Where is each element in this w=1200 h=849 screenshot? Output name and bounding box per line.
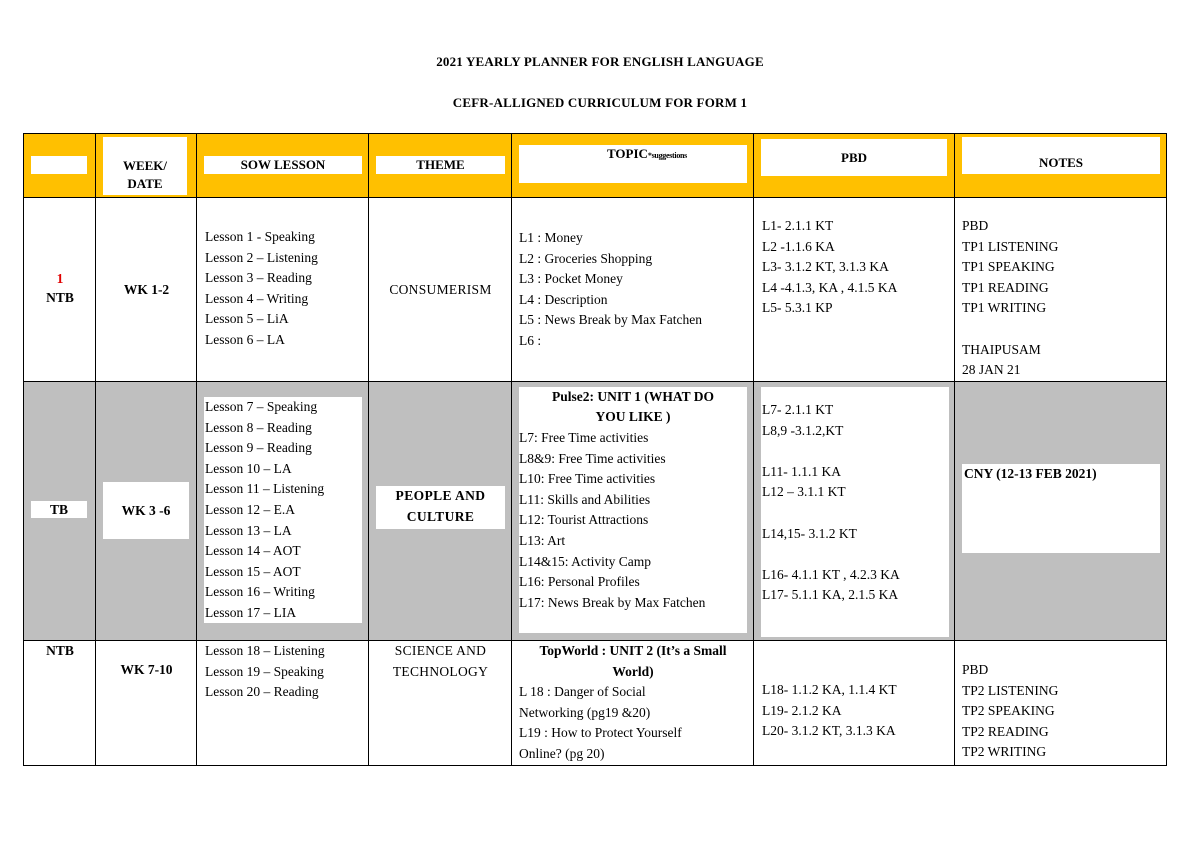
row3-theme-line1: SCIENCE AND bbox=[394, 643, 487, 658]
header-week bbox=[103, 137, 187, 195]
lesson-item: Lesson 5 – LiA bbox=[205, 311, 289, 327]
topic-item: L14&15: Activity Camp bbox=[519, 553, 651, 569]
pbd-item: L3- 3.1.2 KT, 3.1.3 KA bbox=[762, 259, 889, 275]
pbd-item: L2 -1.1.6 KA bbox=[762, 238, 835, 254]
row2-type: TB bbox=[31, 501, 87, 518]
topic-item: L5 : News Break by Max Fatchen bbox=[519, 312, 702, 328]
note-item bbox=[962, 319, 1058, 340]
pbd-item bbox=[762, 503, 900, 524]
row3-theme-cell bbox=[369, 641, 512, 766]
header-cell-notes bbox=[955, 134, 1167, 198]
lesson-item: Lesson 11 – Listening bbox=[205, 481, 325, 497]
pbd-item: L7- 2.1.1 KT bbox=[762, 402, 834, 417]
lesson-item: Lesson 10 – LA bbox=[205, 460, 292, 476]
pbd-item: L1- 2.1.1 KT bbox=[762, 218, 834, 233]
document-title: 2021 YEARLY PLANNER FOR ENGLISH LANGUAGE bbox=[436, 54, 764, 69]
row3-topic-heading bbox=[512, 641, 754, 682]
topic-item: L 18 : Danger of Social bbox=[519, 684, 646, 699]
row1-pbd bbox=[762, 216, 897, 319]
row2-week-cell bbox=[96, 382, 197, 641]
header-cell-blank bbox=[24, 134, 96, 198]
note-item: TP2 WRITING bbox=[962, 744, 1047, 760]
row1-week-cell bbox=[96, 198, 197, 382]
pbd-item bbox=[762, 544, 900, 565]
row3-type: NTB bbox=[46, 643, 74, 658]
row1-sow-cell bbox=[197, 198, 369, 382]
header-theme: THEME bbox=[376, 156, 505, 174]
note-item: PBD bbox=[962, 218, 989, 233]
pbd-item: L16- 4.1.1 KT , 4.2.3 KA bbox=[762, 566, 900, 582]
row1-theme-cell bbox=[369, 198, 512, 382]
pbd-item: L18- 1.1.2 KA, 1.1.4 KT bbox=[762, 682, 897, 697]
row1-number: 1 bbox=[56, 271, 64, 286]
note-item: TP1 LISTENING bbox=[962, 238, 1059, 254]
pbd-item: L5- 5.3.1 KP bbox=[762, 300, 833, 316]
row3-week-cell bbox=[96, 641, 197, 766]
header-topic-label: TOPIC bbox=[606, 146, 648, 161]
row1-topics bbox=[519, 228, 702, 352]
lesson-item: Lesson 1 - Speaking bbox=[205, 229, 315, 244]
topic-item: L8&9: Free Time activities bbox=[519, 450, 666, 466]
row3-notes-cell bbox=[955, 641, 1167, 766]
row2-topics bbox=[519, 428, 705, 613]
lesson-item: Lesson 15 – AOT bbox=[205, 563, 301, 579]
topic-item: Networking (pg19 &20) bbox=[519, 704, 651, 720]
note-item: TP2 READING bbox=[962, 723, 1049, 739]
row3-topic-heading-line2: World) bbox=[612, 663, 654, 679]
header-cell-topic bbox=[512, 134, 754, 198]
topic-item: L10: Free Time activities bbox=[519, 471, 656, 487]
lesson-item: Lesson 8 – Reading bbox=[205, 419, 312, 435]
row2-lessons bbox=[205, 397, 324, 624]
row2-topic-heading bbox=[519, 387, 747, 427]
header-topic bbox=[519, 145, 747, 183]
row2-note: CNY (12-13 FEB 2021) bbox=[964, 466, 1097, 481]
row1-notes bbox=[962, 216, 1058, 381]
row2-sow-cell bbox=[197, 382, 369, 641]
row3-topics bbox=[519, 682, 682, 764]
row2-theme-line2: CULTURE bbox=[406, 508, 475, 524]
pbd-item: L8,9 -3.1.2,KT bbox=[762, 422, 844, 438]
row2-notes-cell bbox=[955, 382, 1167, 641]
planner-table bbox=[23, 133, 1167, 766]
lesson-item: Lesson 16 – Writing bbox=[205, 584, 315, 600]
row3-notes bbox=[962, 660, 1058, 763]
pbd-item: L17- 5.1.1 KA, 2.1.5 KA bbox=[762, 587, 899, 603]
pbd-item: L4 -4.1.3, KA , 4.1.5 KA bbox=[762, 279, 898, 295]
header-week-line1: WEEK/ bbox=[122, 158, 168, 173]
row1-type: NTB bbox=[46, 290, 74, 305]
pbd-item: L11- 1.1.1 KA bbox=[762, 463, 841, 479]
topic-item: L17: News Break by Max Fatchen bbox=[519, 594, 706, 610]
row2-pbd-cell bbox=[754, 382, 955, 641]
topic-item: Online? (pg 20) bbox=[519, 745, 605, 761]
row1-notes-cell bbox=[955, 198, 1167, 382]
header-pbd: PBD bbox=[761, 139, 947, 176]
lesson-item: Lesson 17 – LIA bbox=[205, 604, 297, 620]
row3-topic-heading-line1: TopWorld : UNIT 2 (It’s a Small bbox=[539, 643, 727, 658]
topic-item: L13: Art bbox=[519, 532, 566, 548]
lesson-item: Lesson 7 – Speaking bbox=[205, 399, 318, 414]
row3-pbd-cell bbox=[754, 641, 955, 766]
note-item: TP2 LISTENING bbox=[962, 682, 1059, 698]
row3-week: WK 7-10 bbox=[120, 662, 173, 677]
note-item: TP1 SPEAKING bbox=[962, 259, 1055, 275]
note-item: THAIPUSAM bbox=[962, 341, 1041, 357]
header-notes: NOTES bbox=[962, 137, 1160, 174]
topic-item: L12: Tourist Attractions bbox=[519, 512, 649, 528]
lesson-item: Lesson 3 – Reading bbox=[205, 270, 312, 286]
note-item: TP1 READING bbox=[962, 279, 1049, 295]
topic-item: L19 : How to Protect Yourself bbox=[519, 725, 682, 741]
row2-topic-heading-line1: Pulse2: UNIT 1 (WHAT DO bbox=[551, 389, 714, 404]
note-item: TP1 WRITING bbox=[962, 300, 1047, 316]
row1-week: WK 1-2 bbox=[123, 282, 170, 297]
header-row bbox=[24, 134, 1167, 198]
row3-topic-cell bbox=[512, 641, 754, 766]
header-blank-box bbox=[31, 156, 87, 174]
row3-pbd bbox=[762, 680, 897, 742]
pbd-item bbox=[762, 441, 900, 462]
topic-item: L2 : Groceries Shopping bbox=[519, 250, 653, 266]
lesson-item: Lesson 19 – Speaking bbox=[205, 663, 324, 679]
lesson-item: Lesson 18 – Listening bbox=[205, 643, 325, 658]
header-cell-week bbox=[96, 134, 197, 198]
row2-week: WK 3 -6 bbox=[103, 482, 189, 539]
document-subtitle: CEFR-ALLIGNED CURRICULUM FOR FORM 1 bbox=[452, 95, 748, 110]
header-cell-theme bbox=[369, 134, 512, 198]
row2-topic-cell bbox=[512, 382, 754, 641]
row2-theme bbox=[376, 486, 505, 529]
topic-item: L3 : Pocket Money bbox=[519, 271, 623, 287]
row1-lessons bbox=[205, 227, 318, 351]
lesson-item: Lesson 20 – Reading bbox=[205, 684, 319, 700]
row1-type-cell bbox=[24, 198, 96, 382]
lesson-item: Lesson 9 – Reading bbox=[205, 440, 312, 456]
row3-theme-line2: TECHNOLOGY bbox=[392, 663, 489, 679]
row2-pbd bbox=[762, 400, 900, 606]
row3-sow-cell bbox=[197, 641, 369, 766]
row1-topic-cell bbox=[512, 198, 754, 382]
row1-theme: CONSUMERISM bbox=[389, 282, 492, 297]
lesson-item: Lesson 14 – AOT bbox=[205, 543, 301, 559]
row3-lessons bbox=[205, 641, 325, 703]
pbd-item: L12 – 3.1.1 KT bbox=[762, 484, 846, 500]
header-cell-pbd bbox=[754, 134, 955, 198]
topic-item: L11: Skills and Abilities bbox=[519, 491, 651, 507]
note-item: PBD bbox=[962, 662, 989, 677]
topic-item: L1 : Money bbox=[519, 230, 583, 245]
row2-topic-heading-line2: YOU LIKE ) bbox=[595, 409, 671, 424]
pbd-item: L19- 2.1.2 KA bbox=[762, 702, 842, 718]
row2-theme-line1: PEOPLE AND bbox=[395, 488, 486, 503]
topic-item: L16: Personal Profiles bbox=[519, 574, 640, 590]
table-row bbox=[24, 198, 1167, 382]
topic-item: L7: Free Time activities bbox=[519, 430, 649, 445]
lesson-item: Lesson 13 – LA bbox=[205, 522, 292, 538]
note-item: TP2 SPEAKING bbox=[962, 703, 1055, 719]
lesson-item: Lesson 12 – E.A bbox=[205, 501, 295, 517]
pbd-item: L20- 3.1.2 KT, 3.1.3 KA bbox=[762, 723, 896, 739]
row2-theme-cell bbox=[369, 382, 512, 641]
note-item: 28 JAN 21 bbox=[962, 362, 1021, 378]
topic-item: L4 : Description bbox=[519, 291, 608, 307]
header-week-line2: DATE bbox=[127, 176, 163, 191]
lesson-item: Lesson 4 – Writing bbox=[205, 290, 309, 306]
row1-pbd-cell bbox=[754, 198, 955, 382]
header-sow: SOW LESSON bbox=[204, 156, 362, 174]
lesson-item: Lesson 2 – Listening bbox=[205, 249, 318, 265]
header-topic-sup: *suggestions bbox=[647, 151, 687, 160]
table-row bbox=[24, 641, 1167, 766]
header-cell-sow bbox=[197, 134, 369, 198]
topic-item: L6 : bbox=[519, 332, 542, 348]
row2-type-cell bbox=[24, 382, 96, 641]
table-row bbox=[24, 382, 1167, 641]
row3-theme bbox=[369, 641, 512, 682]
lesson-item: Lesson 6 – LA bbox=[205, 331, 285, 347]
row3-type-cell bbox=[24, 641, 96, 766]
pbd-item: L14,15- 3.1.2 KT bbox=[762, 525, 857, 541]
